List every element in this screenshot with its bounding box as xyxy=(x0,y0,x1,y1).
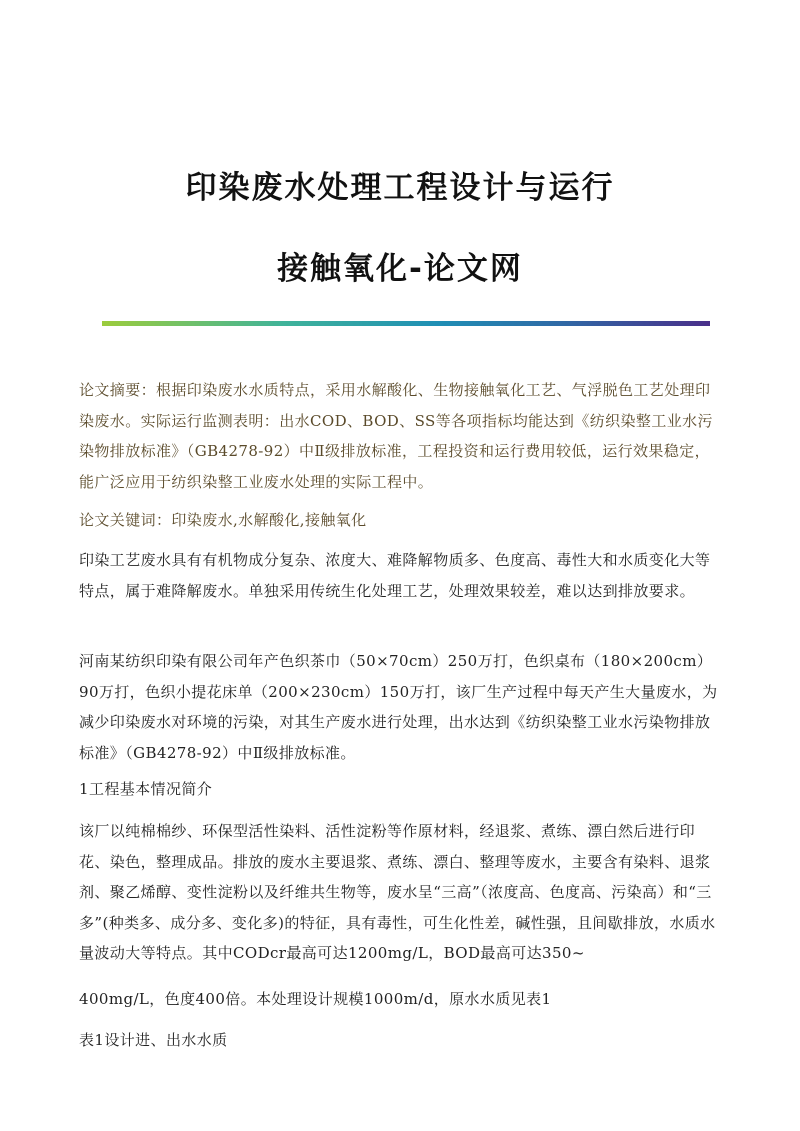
company-paragraph: 河南某纺织印染有限公司年产色织茶巾（50×70cm）250万打，色织桌布（180×200cm）90万打，色织小提花床单（200×230cm）150万打，该厂生产过程中每天产生大量废水，为减少印染废水对环境的污染，对其生产废水进行处理，出水达到《纺织染整工业水污染物排放标准》（GB4278-92）中Ⅱ级排放标准。 xyxy=(79,652,718,762)
abstract-paragraph: 论文摘要：根据印染废水水质特点，采用水解酸化、生物接触氧化工艺、气浮脱色工艺处理印染废水。实际运行监测表明：出水COD、BOD、SS等各项指标均能达到《纺织染整工业水污染物排放标准》（GB4278-92）中Ⅱ级排放标准，工程投资和运行费用较低，运行效果稳定，能广泛应用于纺织染整工业废水处理的实际工程中。 xyxy=(79,381,713,491)
document-title: 印染废水处理工程设计与运行 xyxy=(185,170,615,206)
title-divider xyxy=(102,321,710,326)
document-subtitle: 接触氧化-论文网 xyxy=(277,251,523,287)
process-paragraph: 该厂以纯棉棉纱、环保型活性染料、活性淀粉等作原材料，经退浆、煮练、漂白然后进行印花、染色，整理成品。排放的废水主要退浆、煮练、漂白、整理等废水，主要含有染料、退浆剂、聚乙烯醇、变性淀粉以及纤维共生物等，废水呈“三高”（浓度高、色度高、污染高）和“三多”(种类多、成分多、变化多)的特征，具有毒性，可生化性差，碱性强，且间歇排放，水质水量波动大等特点。其中CODcr最高可达1200mg/L，BOD最高可达350~ xyxy=(79,822,716,962)
design-scale-line: 400mg/L，色度400倍。本处理设计规模1000m/d，原水水质见表1 xyxy=(79,990,552,1008)
table-caption: 表1设计进、出水水质 xyxy=(79,1031,228,1049)
keywords-line: 论文关键词：印染废水,水解酸化,接触氧化 xyxy=(79,511,367,529)
section-heading: 1工程基本情况简介 xyxy=(79,780,213,798)
intro-paragraph: 印染工艺废水具有有机物成分复杂、浓度大、难降解物质多、色度高、毒性大和水质变化大等特点，属于难降解废水。单独采用传统生化处理工艺，处理效果较差，难以达到排放要求。 xyxy=(79,551,711,600)
